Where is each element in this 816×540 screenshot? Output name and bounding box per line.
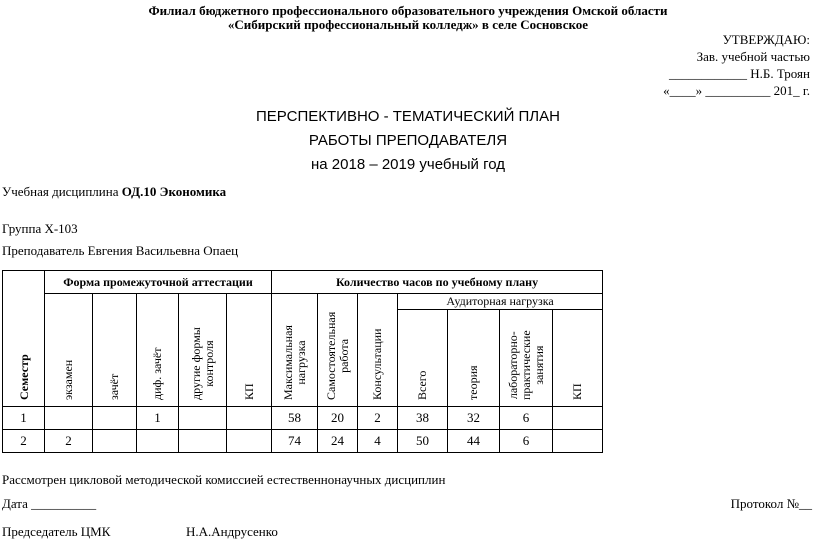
plan-title: ПЕРСПЕКТИВНО - ТЕМАТИЧЕСКИЙ ПЛАН: [256, 108, 560, 125]
discipline-line: [2, 184, 226, 200]
col-credit-label: зачёт: [107, 373, 121, 400]
academic-year: на 2018 – 2019 учебный год: [311, 156, 505, 173]
cell-self: 24: [318, 430, 358, 453]
col-total: [398, 310, 448, 407]
col-credit: [93, 294, 137, 407]
college-name: «Сибирский профессиональный колледж» в селе Сосновское: [227, 17, 589, 32]
cell-diff-credit: [137, 430, 179, 453]
col-kp2: [553, 310, 603, 407]
cell-max: 74: [272, 430, 318, 453]
attestation-header: Форма промежуточной аттестации: [45, 271, 272, 294]
cell-semester: 2: [3, 430, 45, 453]
col-max-load-label: Максимальная нагрузка: [280, 325, 308, 400]
protocol-line: Протокол №__: [730, 496, 812, 511]
cell-exam: 2: [45, 430, 93, 453]
approval-block: [663, 30, 810, 98]
classroom-header: Аудиторная нагрузка: [398, 294, 603, 310]
discipline-label: Учебная дисциплина: [2, 184, 122, 199]
institution-name: Филиал бюджетного профессионального образовательного учреждения Омской области: [148, 3, 668, 18]
approval-position: Зав. учебной частью: [696, 49, 810, 64]
semester-header: [3, 271, 45, 407]
approval-signature: ____________ Н.Б. Троян: [669, 66, 810, 81]
col-total-label: Всего: [415, 370, 429, 400]
cell-kp2: [553, 407, 603, 430]
cell-max: 58: [272, 407, 318, 430]
semester-header-label: Семестр: [16, 354, 31, 400]
col-self-work: [318, 294, 358, 407]
cell-lab: 6: [500, 430, 553, 453]
col-lab-label: лабораторно- практические занятия: [505, 330, 546, 400]
cell-exam: [45, 407, 93, 430]
plan-table: [2, 270, 603, 453]
col-kp2-label: КП: [570, 383, 585, 400]
col-exam: [45, 294, 93, 407]
cell-kp: [227, 430, 272, 453]
cell-theory: 44: [448, 430, 500, 453]
col-kp-label: КП: [241, 383, 256, 400]
cell-self: 20: [318, 407, 358, 430]
teacher-line: Преподаватель Евгения Васильевна Опаец: [2, 243, 239, 258]
date-line: Дата __________: [2, 496, 97, 511]
cell-kp2: [553, 430, 603, 453]
col-exam-label: экзамен: [61, 359, 75, 400]
table-row: [3, 407, 603, 430]
col-theory-label: теория: [466, 365, 480, 400]
col-consultations: [358, 294, 398, 407]
col-other-control-label: другие формы контроля: [188, 327, 216, 400]
cell-other: [179, 407, 227, 430]
cell-total: 38: [398, 407, 448, 430]
commission-line: Рассмотрен цикловой методической комиссией естественнонаучных дисциплин: [2, 472, 446, 487]
approval-date: «____» __________ 201_ г.: [663, 83, 810, 98]
approval-title: УТВЕРЖДАЮ:: [722, 32, 810, 47]
cell-diff-credit: 1: [137, 407, 179, 430]
plan-subtitle: РАБОТЫ ПРЕПОДАВАТЕЛЯ: [308, 132, 508, 149]
col-consultations-label: Консультации: [370, 328, 384, 400]
group-line: Группа Х-103: [2, 221, 78, 236]
cell-other: [179, 430, 227, 453]
col-lab: [500, 310, 553, 407]
cell-lab: 6: [500, 407, 553, 430]
col-diff-credit: [137, 294, 179, 407]
table-row: [3, 430, 603, 453]
cell-credit: [93, 407, 137, 430]
cell-kp: [227, 407, 272, 430]
cell-theory: 32: [448, 407, 500, 430]
discipline-value: ОД.10 Экономика: [121, 184, 227, 199]
col-theory: [448, 310, 500, 407]
col-max-load: [272, 294, 318, 407]
cell-semester: 1: [3, 407, 45, 430]
cell-total: 50: [398, 430, 448, 453]
col-other-control: [179, 294, 227, 407]
hours-header: Количество часов по учебному плану: [272, 271, 603, 294]
cell-consult: 4: [358, 430, 398, 453]
cell-consult: 2: [358, 407, 398, 430]
chair-name: Н.А.Андрусенко: [186, 524, 278, 539]
col-self-work-label: Самостоятельная работа: [323, 311, 351, 400]
cell-credit: [93, 430, 137, 453]
chair-label: Председатель ЦМК: [2, 524, 111, 539]
col-diff-credit-label: диф. зачёт: [150, 347, 164, 400]
col-kp: [227, 294, 272, 407]
